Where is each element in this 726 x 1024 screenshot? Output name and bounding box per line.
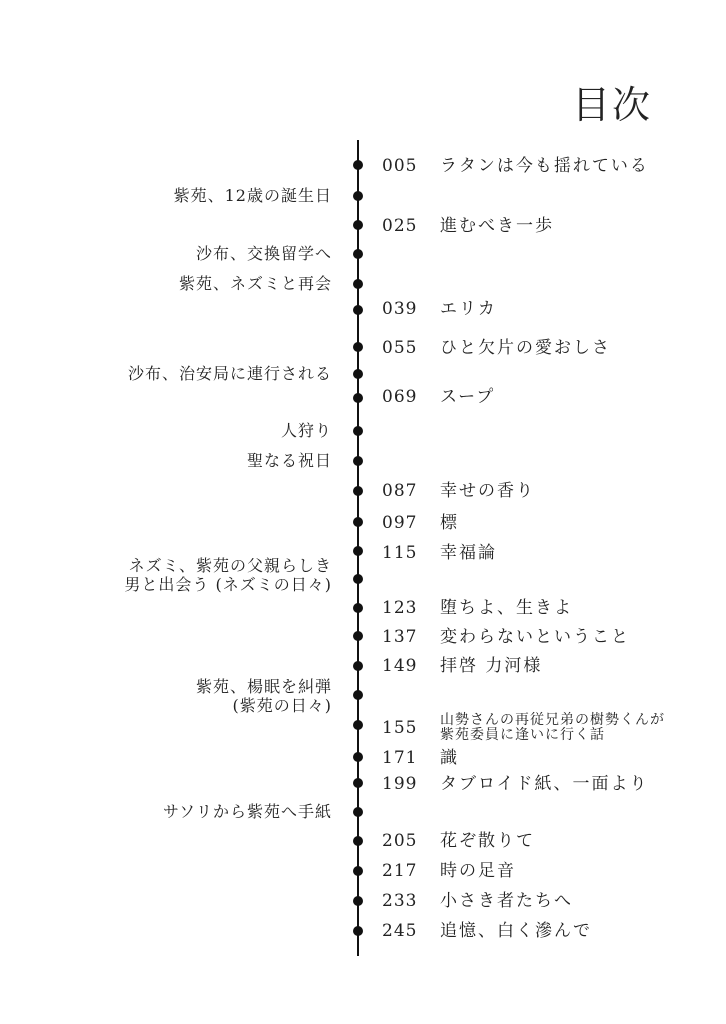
chapter-entry[interactable] [382, 655, 542, 677]
chapter-page: 155 [382, 717, 418, 738]
timeline-dot [353, 896, 363, 906]
chapter-entry[interactable] [382, 337, 611, 359]
chapter-entry[interactable] [382, 920, 592, 942]
chapter-page: 233 [382, 891, 418, 911]
chapter-entry[interactable] [382, 512, 459, 534]
timeline-event: 紫苑、12歳の誕生日 [173, 186, 332, 205]
timeline-event: 沙布、治安局に連行される [127, 364, 332, 383]
chapter-entry[interactable] [382, 298, 497, 320]
chapter-page: 149 [382, 656, 418, 676]
timeline-dot [353, 836, 363, 846]
chapter-title: 標 [440, 513, 459, 533]
chapter-title-line: 山勢さんの再従兄弟の樹勢くんが [440, 712, 665, 728]
chapter-title: ラタンは今も揺れている [440, 156, 649, 176]
chapter-page: 005 [382, 156, 418, 176]
timeline-event: 沙布、交換留学へ [195, 244, 332, 263]
chapter-title: ひと欠片の愛おしさ [440, 338, 611, 358]
chapter-entry[interactable] [382, 480, 535, 502]
chapter-title: 小さき者たちへ [440, 891, 573, 911]
chapter-title: 幸せの香り [440, 481, 535, 501]
chapter-title: スープ [440, 387, 496, 407]
chapter-page: 245 [382, 921, 418, 941]
timeline-event: サソリから紫苑へ手紙 [162, 802, 332, 821]
chapter-page: 069 [382, 387, 418, 407]
timeline-dot [353, 486, 363, 496]
timeline-dot [353, 191, 363, 201]
timeline-dot [353, 926, 363, 936]
timeline-dot [353, 690, 363, 700]
chapter-title: 堕ちよ、生きよ [440, 598, 573, 618]
timeline-dot [353, 342, 363, 352]
page-title: 目次 [572, 83, 653, 127]
timeline-event-line: ネズミ、紫苑の父親らしき [128, 556, 332, 575]
chapter-entry[interactable] [382, 155, 649, 177]
chapter-page: 171 [382, 748, 418, 768]
chapter-title: 追憶、白く滲んで [440, 921, 592, 941]
chapter-entry[interactable] [382, 626, 630, 648]
timeline-event: 紫苑、ネズミと再会 [178, 274, 332, 293]
timeline-dot [353, 807, 363, 817]
chapter-entry[interactable] [382, 890, 573, 912]
timeline-dot [353, 220, 363, 230]
chapter-page: 097 [382, 513, 418, 533]
chapter-title: 拝啓 力河様 [440, 656, 543, 676]
timeline-dot [353, 720, 363, 730]
chapter-title: エリカ [440, 299, 497, 319]
timeline-dot [353, 249, 363, 259]
timeline-event: 人狩り [280, 421, 332, 440]
chapter-title: 識 [440, 748, 459, 768]
timeline-dot [353, 160, 363, 170]
timeline-dot [353, 603, 363, 613]
chapter-entry[interactable] [382, 830, 535, 852]
timeline-dot [353, 631, 363, 641]
chapter-entry[interactable] [382, 773, 649, 795]
chapter-title: 時の足音 [440, 861, 516, 881]
chapter-page: 025 [382, 216, 418, 236]
chapter-page: 205 [382, 831, 418, 851]
timeline-event-line: 紫苑、楊眠を糾弾 [195, 677, 332, 696]
timeline-event: 聖なる祝日 [246, 451, 332, 470]
timeline-event-line: (紫苑の日々) [232, 696, 332, 715]
timeline-dot [353, 546, 363, 556]
chapter-entry[interactable] [382, 860, 516, 882]
chapter-page: 199 [382, 774, 418, 794]
chapter-page: 217 [382, 861, 418, 881]
chapter-title [440, 713, 665, 743]
chapter-entry[interactable] [382, 597, 573, 619]
chapter-title: 進むべき一歩 [440, 216, 554, 236]
timeline-dot [353, 866, 363, 876]
timeline-dot [353, 305, 363, 315]
timeline-event-line: 男と出会う (ネズミの日々) [124, 575, 332, 594]
chapter-page: 115 [382, 543, 418, 563]
chapter-page: 123 [382, 598, 418, 618]
chapter-entry[interactable] [382, 542, 497, 564]
timeline-dot [353, 574, 363, 584]
chapter-entry[interactable] [382, 386, 495, 408]
chapter-page: 087 [382, 481, 418, 501]
timeline-dot [353, 661, 363, 671]
chapter-title: タブロイド紙、一面より [440, 774, 649, 794]
timeline-dot [353, 517, 363, 527]
timeline-event [124, 556, 332, 594]
timeline-dot [353, 393, 363, 403]
timeline-dot [353, 426, 363, 436]
timeline-dot [353, 279, 363, 289]
chapter-entry[interactable] [382, 215, 554, 237]
chapter-page: 055 [382, 338, 418, 358]
chapter-title: 花ぞ散りて [440, 831, 535, 851]
timeline-dot [353, 778, 363, 788]
chapter-entry[interactable] [382, 747, 459, 769]
chapter-entry[interactable] [382, 713, 665, 743]
chapter-title: 幸福論 [440, 543, 497, 563]
chapter-title: 変わらないということ [440, 627, 630, 647]
timeline-dot [353, 456, 363, 466]
chapter-page: 039 [382, 299, 418, 319]
timeline-event [196, 677, 332, 715]
timeline-dot [353, 752, 363, 762]
timeline-dot [353, 369, 363, 379]
chapter-title-line: 紫苑委員に逢いに行く話 [440, 727, 605, 743]
chapter-page: 137 [382, 627, 418, 647]
